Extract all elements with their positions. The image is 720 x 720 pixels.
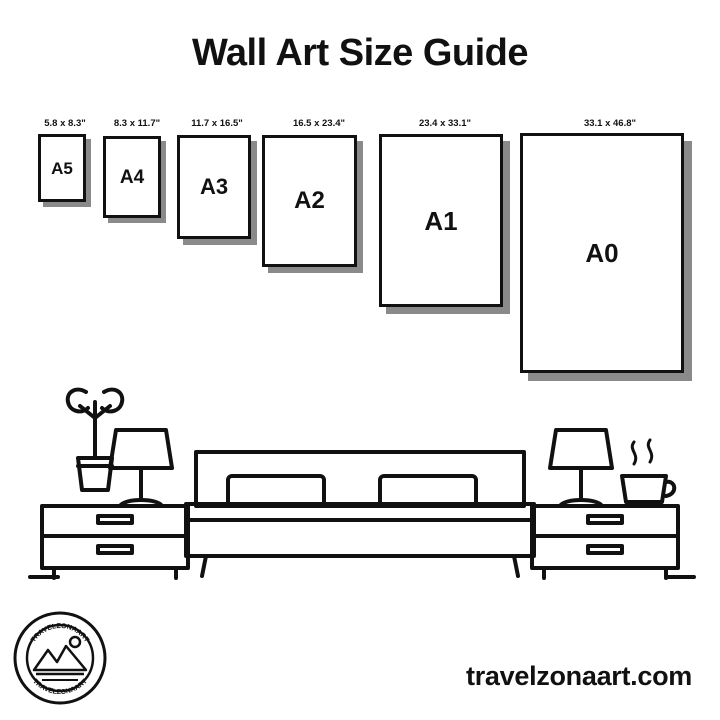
left-nightstand [42,506,188,578]
frame-a2[interactable] [262,135,357,267]
right-nightstand [532,506,678,578]
frame-dimension-a5: 5.8 x 8.3" [44,118,86,129]
frame-label-a0: A0 [585,238,619,268]
frame-a0[interactable] [520,133,684,373]
frame-a1[interactable] [379,134,503,307]
bedroom-scene [0,380,720,600]
frame-label-a2: A2 [294,187,325,214]
frame-label-a5: A5 [51,158,73,178]
frame-dimension-a4: 8.3 x 11.7" [113,118,161,129]
page-title: Wall Art Size Guide [191,32,529,74]
frame-dimension-a3: 11.7 x 16.5" [191,118,243,129]
frame-a3[interactable] [177,135,251,239]
bed [186,452,534,576]
frame-label-a1: A1 [424,205,458,236]
logo-text-bottom: TRAVELZONAART [31,678,89,697]
coffee-cup [622,440,674,502]
frame-dimension-a1: 23.4 x 33.1" [418,118,472,129]
frame-label-a4: A4 [119,166,145,188]
mountain-icon [34,637,86,680]
brand-logo[interactable] [12,610,108,706]
frame-label-a3: A3 [199,174,229,199]
frame-a4[interactable] [103,136,161,218]
frame-a5[interactable] [38,134,86,202]
website-url[interactable]: travelzonaart.com [466,661,692,691]
frame-dimension-a2: 16.5 x 23.4" [292,118,346,129]
left-table-lamp [110,430,172,506]
frame-dimension-a0: 33.1 x 46.8" [583,118,637,129]
logo-text-top: TRAVELZONAART [30,622,90,644]
right-table-lamp [550,430,612,506]
